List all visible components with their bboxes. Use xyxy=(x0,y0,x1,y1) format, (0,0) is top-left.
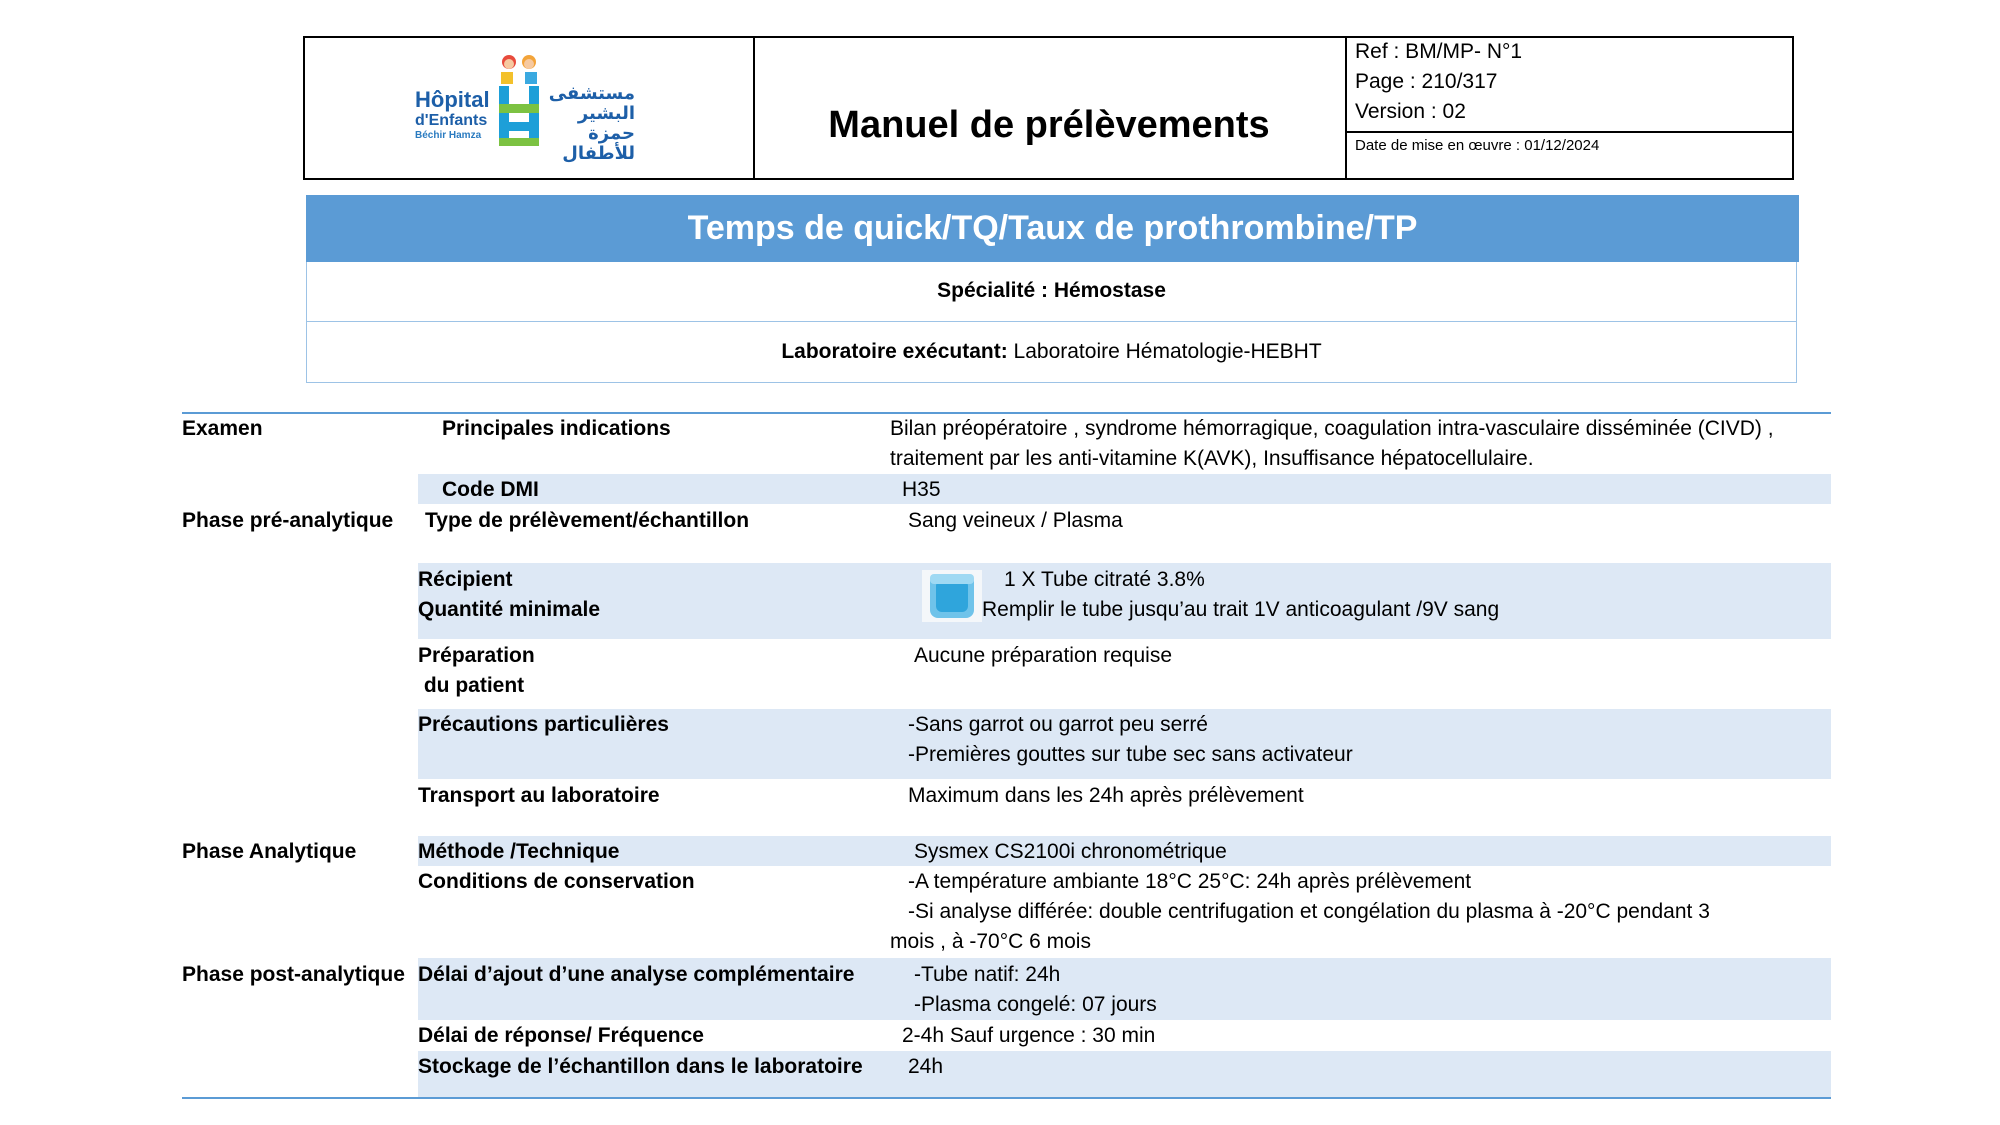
quantite-value: Remplir le tube jusqu’au trait 1V anticoagulant /9V sang xyxy=(982,598,1500,621)
conservation-label: Conditions de conservation xyxy=(418,870,695,893)
ref-number: Ref : BM/MP- N°1 xyxy=(1355,40,1523,63)
indications-label: Principales indications xyxy=(442,417,671,440)
phase-post-analytique: Phase post-analytique xyxy=(182,963,405,986)
exam-title: Temps de quick/TQ/Taux de prothrombine/TP xyxy=(306,195,1799,262)
hospital-logo xyxy=(415,52,655,162)
effective-date: Date de mise en œuvre : 01/12/2024 xyxy=(1355,137,1600,154)
quantite-label: Quantité minimale xyxy=(418,598,601,621)
logo-arabic-line3: للأطفال xyxy=(562,143,635,164)
labo-label: Laboratoire exécutant: xyxy=(781,340,1008,363)
conservation-value-1: -A température ambiante 18°C 25°C: 24h après prélèvement xyxy=(908,870,1472,893)
phase-pre-analytique: Phase pré-analytique xyxy=(182,509,394,532)
code-dmi-label: Code DMI xyxy=(442,478,539,501)
delai-ajout-value-2: -Plasma congelé: 07 jours xyxy=(914,993,1157,1016)
delai-reponse-label: Délai de réponse/ Fréquence xyxy=(418,1024,704,1047)
laboratoire-executant xyxy=(306,322,1797,383)
phase-examen: Examen xyxy=(182,417,263,440)
delai-ajout-label: Délai d’ajout d’une analyse complémentaire xyxy=(418,963,855,986)
logo-text-line3: Béchir Hamza xyxy=(415,130,482,141)
delai-ajout-value-1: -Tube natif: 24h xyxy=(914,963,1061,986)
delai-reponse-value: 2-4h Sauf urgence : 30 min xyxy=(902,1024,1156,1047)
logo-text-line1: Hôpital xyxy=(415,87,490,112)
transport-value: Maximum dans les 24h après prélèvement xyxy=(908,784,1304,807)
stockage-value: 24h xyxy=(908,1055,944,1078)
manual-title: Manuel de prélèvements xyxy=(828,104,1270,146)
conservation-value-2: -Si analyse différée: double centrifugation et congélation du plasma à -20°C pendant 3 xyxy=(908,900,1710,923)
logo-arabic-line1: مستشفى xyxy=(548,83,635,104)
specialite: Spécialité : Hémostase xyxy=(306,262,1797,322)
row-band xyxy=(418,474,1831,504)
preparation-value: Aucune préparation requise xyxy=(914,644,1173,667)
logo-emblem-icon xyxy=(495,52,545,152)
preparation-label: Préparation xyxy=(418,644,535,667)
type-prelevement-label: Type de prélèvement/échantillon xyxy=(425,509,750,532)
stockage-label: Stockage de l’échantillon dans le laboratoire xyxy=(418,1055,863,1078)
preparation-label-line2: du patient xyxy=(418,674,525,697)
conservation-value-3: mois , à -70°C 6 mois xyxy=(890,930,1091,953)
precautions-value-2: -Premières gouttes sur tube sec sans activateur xyxy=(908,743,1353,766)
logo-arabic-line2: البشير حمزة xyxy=(577,103,635,144)
precautions-value-1: -Sans garrot ou garrot peu serré xyxy=(908,713,1208,736)
recipient-value: 1 X Tube citraté 3.8% xyxy=(1004,568,1205,591)
recipient-label: Récipient xyxy=(418,568,513,591)
version: Version : 02 xyxy=(1355,100,1466,123)
methode-label: Méthode /Technique xyxy=(418,840,620,863)
precautions-label: Précautions particulières xyxy=(418,713,669,736)
transport-label: Transport au laboratoire xyxy=(418,784,660,807)
type-prelevement-value: Sang veineux / Plasma xyxy=(908,509,1123,532)
citrate-tube-icon xyxy=(922,570,982,622)
indications-value: Bilan préopératoire , syndrome hémorragique, coagulation intra-vasculaire disséminée (CIVD) , traitement par les anti-vitamine K(AVK), Insuffisance hépatocellulaire. xyxy=(890,417,1774,470)
page-number: Page : 210/317 xyxy=(1355,70,1498,93)
labo-value: Laboratoire Hématologie-HEBHT xyxy=(1007,340,1322,363)
phase-analytique: Phase Analytique xyxy=(182,840,357,863)
code-dmi-value: H35 xyxy=(902,478,941,501)
methode-value: Sysmex CS2100i chronométrique xyxy=(914,840,1227,863)
table-bottom-rule xyxy=(182,1097,1831,1099)
document-header xyxy=(303,36,1794,180)
logo-text-line2: d'Enfants xyxy=(415,112,488,129)
